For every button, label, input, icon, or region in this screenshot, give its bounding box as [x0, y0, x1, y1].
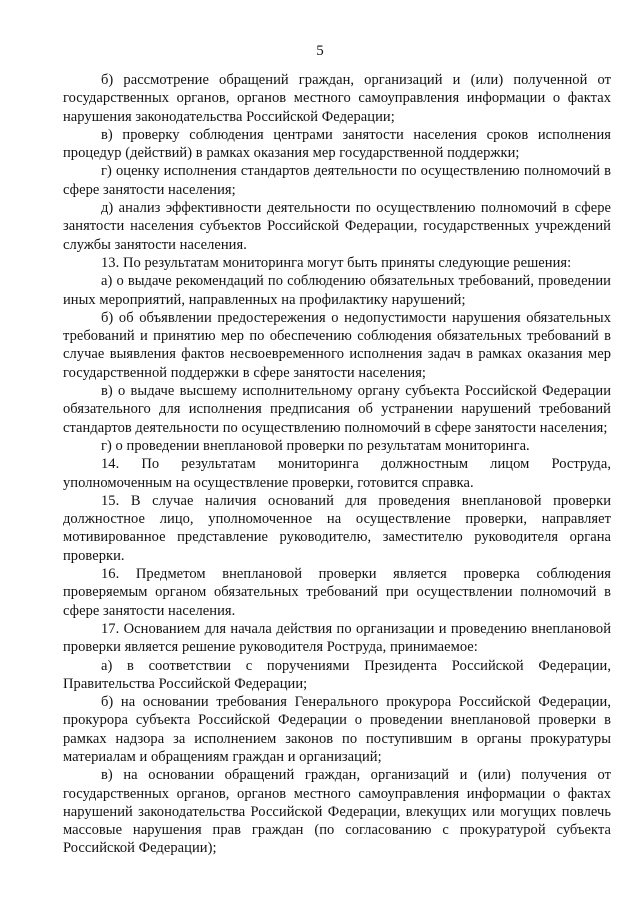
paragraph-13b: б) об объявлении предостережения о недопустимости нарушения обязательных требований и принятию мер по обеспечению соблюдения обязательных требований в случае выявления фактов несвоевременного исполнения задач в рамках оказания мер государственной поддержки в сфере занятости населения;: [63, 309, 611, 381]
paragraph-12v: в) проверку соблюдения центрами занятости населения сроков исполнения процедур (действий) в рамках оказания мер государственной поддержки;: [63, 126, 611, 162]
paragraph-16: 16. Предметом внеплановой проверки является проверка соблюдения проверяемым органом обязательных требований при осуществлении полномочий в сфере занятости населения.: [63, 566, 611, 619]
page-number: 5: [316, 43, 324, 59]
paragraph-14: 14. По результатам мониторинга должностным лицом Роструда, уполномоченным на осуществление проверки, готовится справка.: [63, 456, 611, 491]
paragraph-13v: в) о выдаче высшему исполнительному органу субъекта Российской Федерации обязательного для исполнения предписания об устранении нарушений требований стандартов деятельности по осуществлению полномочий в сфере занятости населения;: [63, 383, 611, 436]
paragraph-15: 15. В случае наличия оснований для проведения внеплановой проверки должностное лицо, уполномоченное на осуществление проверки, направляет мотивированное представление руководителю, заместителю руководителя органа проверки.: [63, 492, 611, 564]
paragraph-17b: б) на основании требования Генерального прокурора Российской Федерации, прокурора субъекта Российской Федерации о проведении внеплановой проверки в рамках надзора за исполнением законов по поступившим в органы прокуратуры материалам и обращениям граждан и организаций;: [63, 694, 611, 765]
paragraph-17: 17. Основанием для начала действия по организации и проведению внеплановой проверки является решение руководителя Роструда, принимаемое:: [63, 620, 611, 656]
document-body: [63, 71, 611, 858]
paragraph-17v: в) на основании обращений граждан, организаций и (или) получения от государственных органов, органов местного самоуправления информации о фактах нарушений законодательства Российской Федерации, влекущих или могущих повлечь массовые нарушения прав граждан (по согласованию с прокуратурой субъекта Российской Федерации);: [63, 767, 611, 857]
paragraph-12d: д) анализ эффективности деятельности по осуществлению полномочий в сфере занятости населения субъектов Российской Федерации, государственных учреждений службы занятости населения.: [63, 200, 611, 253]
paragraph-13a: а) о выдаче рекомендаций по соблюдению обязательных требований, проведении иных мероприятий, направленных на профилактику нарушений;: [63, 273, 611, 308]
paragraph-17a: а) в соответствии с поручениями Президента Российской Федерации, Правительства Российской Федерации;: [63, 657, 611, 692]
paragraph-12b: б) рассмотрение обращений граждан, организаций и (или) полученной от государственных органов, органов местного самоуправления информации о фактах нарушения законодательства Российской Федерации;: [63, 72, 611, 125]
paragraph-13: 13. По результатам мониторинга могут быть приняты следующие решения:: [101, 254, 572, 271]
paragraph-12g: г) оценку исполнения стандартов деятельности по осуществлению полномочий в сфере занятости населения;: [63, 163, 611, 198]
paragraph-13g: г) о проведении внеплановой проверки по результатам мониторинга.: [101, 437, 530, 454]
